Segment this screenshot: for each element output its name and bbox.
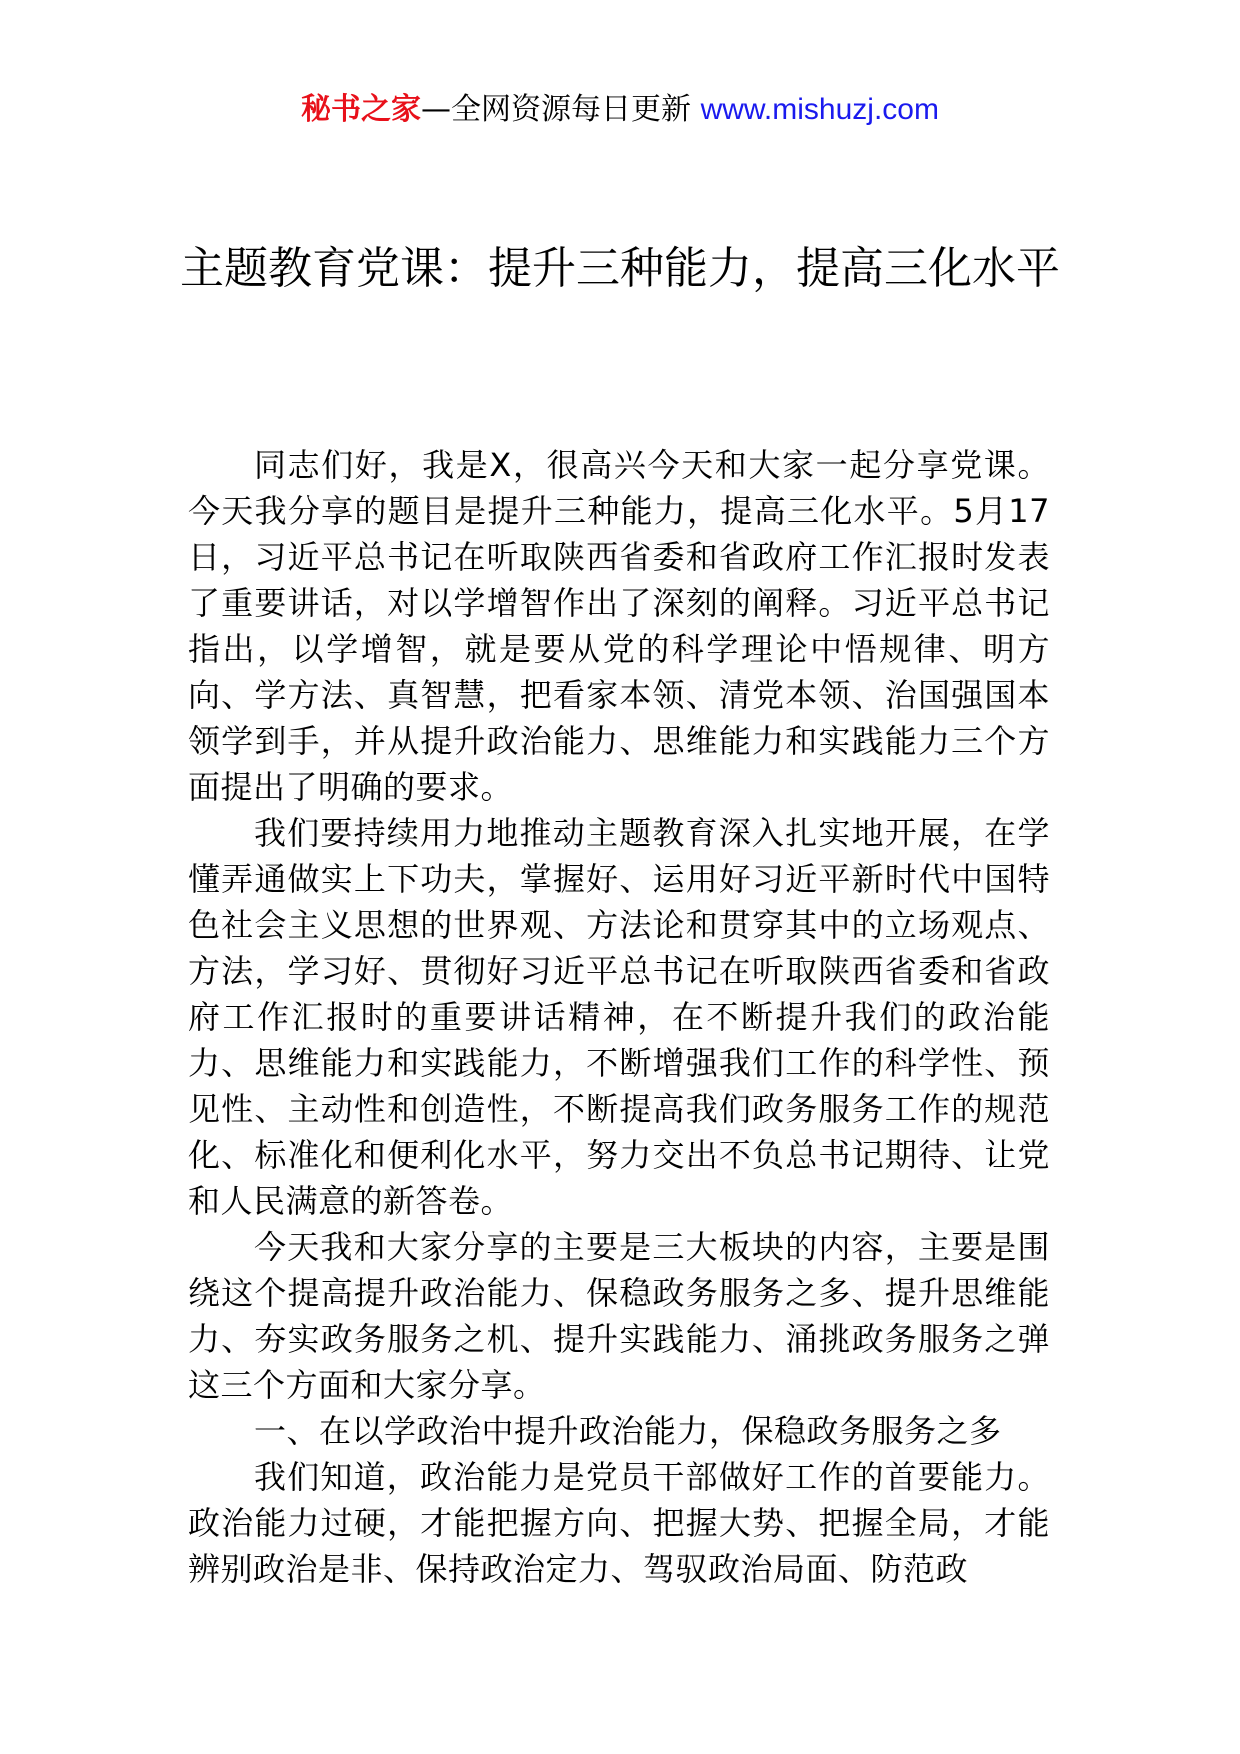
site-url-link[interactable]: www.mishuzj.com (700, 93, 939, 126)
paragraph: 我们要持续用力地推动主题教育深入扎实地开展，在学懂弄通做实上下功夫，掌握好、运用好习近平新时代中国特色社会主义思想的世界观、方法论和贯穿其中的立场观点、方法，学习好、贯彻好习近平总书记在听取陕西省委和省政府工作汇报时的重要讲话精神，在不断提升我们的政治能力、思维能力和实践能力，不断增强我们工作的科学性、预见性、主动性和创造性，不断提高我们政务服务工作的规范化、标准化和便利化水平，努力交出不负总书记期待、让党和人民满意的新答卷。 (188, 814, 1050, 1220)
brand-name: 秘书之家 (301, 92, 422, 127)
section-heading: 一、在以学政治中提升政治能力，保稳政务服务之多 (254, 1412, 1002, 1450)
paragraph: 今天我和大家分享的主要是三大板块的内容，主要是围绕这个提高提升政治能力、保稳政务服务之多、提升思维能力、夯实政务服务之机、提升实践能力、涌挑政务服务之弹这三个方面和大家分享。 (188, 1228, 1050, 1404)
header-slogan: —全网资源每日更新 (421, 92, 692, 127)
document-body (188, 442, 1050, 1592)
paragraph: 同志们好，我是X，很高兴今天和大家一起分享党课。今天我分享的题目是提升三种能力，提高三化水平。5月17日，习近平总书记在听取陕西省委和省政府工作汇报时发表了重要讲话，对以学增智作出了深刻的阐释。习近平总书记指出，以学增智，就是要从党的科学理论中悟规律、明方向、学方法、真智慧，把看家本领、清党本领、治国强国本领学到手，并从提升政治能力、思维能力和实践能力三个方面提出了明确的要求。 (188, 446, 1050, 806)
document-title: 主题教育党课：提升三种能力，提高三化水平 (180, 243, 1060, 294)
paragraph: 我们知道，政治能力是党员干部做好工作的首要能力。政治能力过硬，才能把握方向、把握大势、把握全局，才能辨别政治是非、保持政治定力、驾驭政治局面、防范政 (188, 1458, 1050, 1588)
watermark-header (0, 88, 1240, 132)
